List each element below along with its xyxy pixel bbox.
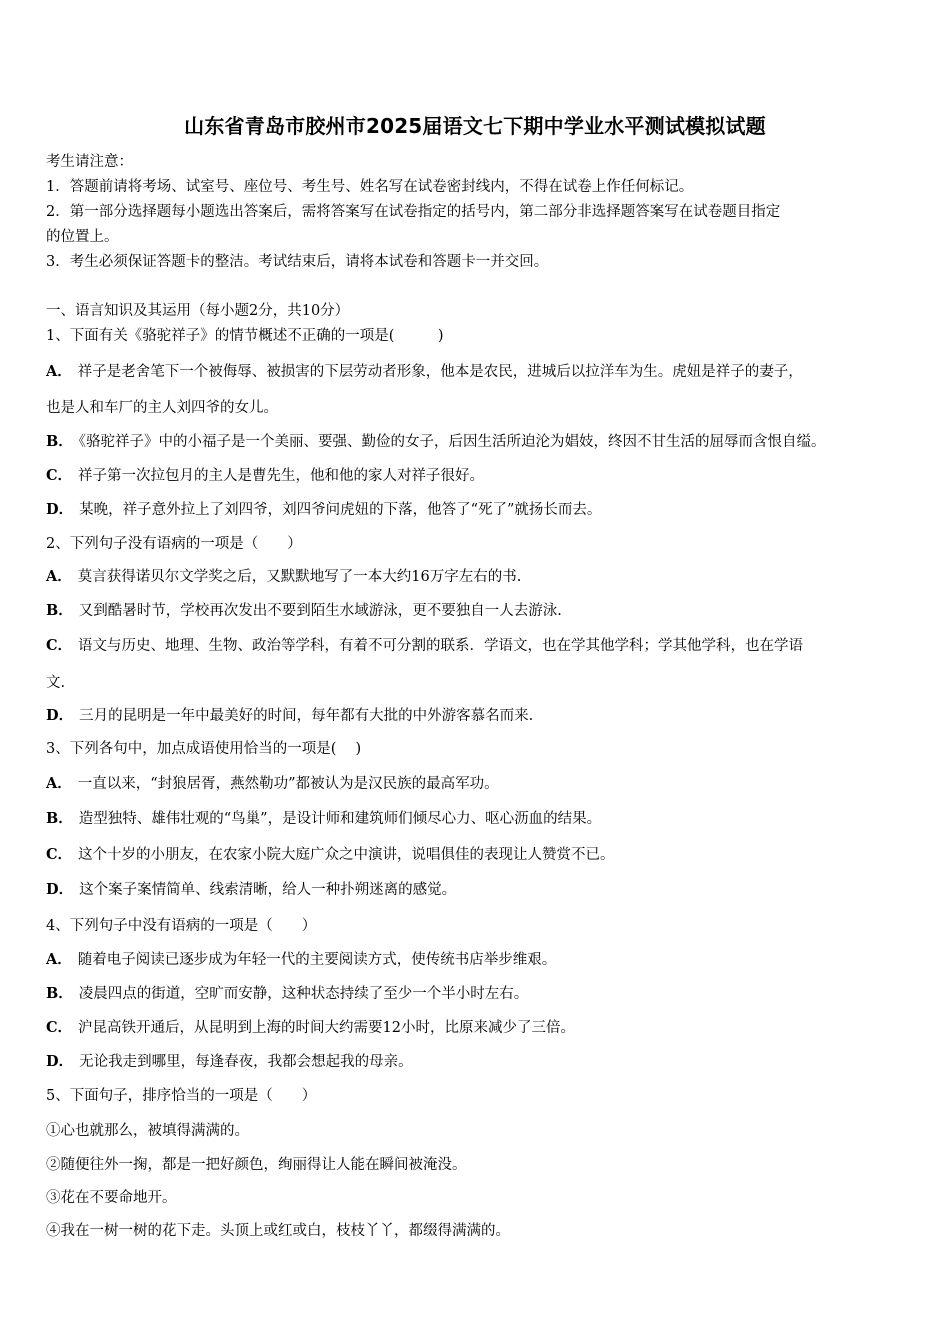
option-label: B． — [46, 602, 73, 619]
option-label: D． — [46, 501, 74, 518]
notice-heading: 考生请注意： — [46, 154, 133, 170]
question-3-option-b — [46, 809, 601, 829]
question-5-stem: 5、下面句子，排序恰当的一项是（ ） — [46, 1088, 317, 1104]
option-label: A． — [46, 775, 72, 792]
question-5-sentence-3: ③花在不要命地开。 — [46, 1190, 177, 1206]
question-1-option-b — [46, 432, 826, 452]
option-text: 《骆驼祥子》中的小福子是一个美丽、要强、勤俭的女子，后因生活所迫沦为娼妓，终因不甘生活的屈辱而含恨自缢。 — [78, 434, 826, 450]
option-label: C． — [46, 467, 73, 484]
question-3-stem: 3、下列各句中，加点成语使用恰当的一项是( ) — [46, 741, 362, 757]
notice-item-1: 1．答题前请将考场、试室号、座位号、考生号、姓名写在试卷密封线内，不得在试卷上作任何标记。 — [46, 179, 694, 195]
option-label: D． — [46, 881, 74, 898]
option-text: 沪昆高铁开通后，从昆明到上海的时间大约需要12小时，比原来减少了三倍。 — [78, 1020, 575, 1036]
question-4-option-d — [46, 1052, 413, 1072]
option-text: 祥子是老舍笔下一个被侮辱、被损害的下层劳动者形象，他本是农民，进城后以拉洋车为生。虎妞是祥子的妻子， — [77, 364, 803, 380]
question-1-option-c — [46, 466, 484, 486]
notice-item-2-cont: 的位置上。 — [46, 229, 119, 245]
option-label: D． — [46, 707, 74, 724]
option-text: 某晚，祥子意外拉上了刘四爷，刘四爷问虎妞的下落，他答了“死了”就扬长而去。 — [79, 502, 602, 518]
question-4-option-a — [46, 950, 556, 970]
option-text: 莫言获得诺贝尔文学奖之后，又默默地写了一本大约16万字左右的书. — [77, 569, 522, 585]
option-text: 三月的昆明是一年中最美好的时间，每年都有大批的中外游客慕名而来. — [79, 708, 534, 724]
option-label: D． — [46, 1053, 74, 1070]
question-2-option-d — [46, 706, 533, 726]
question-4-option-c — [46, 1018, 575, 1038]
question-4-stem: 4、下列句子中没有语病的一项是（ ） — [46, 918, 317, 934]
option-text: 语文与历史、地理、生物、政治等学科，有着不可分割的联系．学语文，也在学其他学科；学其他学科，也在学语 — [78, 638, 804, 654]
question-3-option-a — [46, 774, 499, 794]
option-text: 无论我走到哪里，每逢春夜，我都会想起我的母亲。 — [79, 1054, 413, 1070]
question-5-sentence-1: ①心也就那么，被填得满满的。 — [46, 1123, 249, 1139]
question-1-option-d — [46, 500, 601, 520]
question-3-option-c — [46, 845, 615, 865]
notice-item-3: 3．考生必须保证答题卡的整洁。考试结束后，请将本试卷和答题卡一并交回。 — [46, 254, 549, 270]
question-2-option-c — [46, 636, 803, 656]
question-3-option-d — [46, 880, 456, 900]
option-text: 又到酷暑时节，学校再次发出不要到陌生水域游泳，更不要独自一人去游泳. — [78, 603, 562, 619]
option-text: 造型独特、雄伟壮观的“鸟巢”，是设计师和建筑师们倾尽心力、呕心沥血的结果。 — [78, 811, 602, 827]
option-text: 祥子第一次拉包月的主人是曹先生，他和他的家人对祥子很好。 — [78, 468, 485, 484]
question-2-option-c-cont: 文. — [46, 675, 66, 691]
page-title: 山东省青岛市胶州市2025届语文七下期中学业水平测试模拟试题 — [184, 114, 766, 138]
option-label: A． — [46, 363, 72, 380]
option-label: A． — [46, 951, 72, 968]
question-2-option-b — [46, 601, 562, 621]
option-text: 一直以来，“封狼居胥，燕然勒功”都被认为是汉民族的最高军功。 — [77, 776, 499, 792]
question-2-stem: 2、下列句子没有语病的一项是（ ） — [46, 536, 302, 552]
option-text: 这个十岁的小朋友，在农家小院大庭广众之中演讲，说唱俱佳的表现让人赞赏不已。 — [78, 847, 615, 863]
option-label: C． — [46, 1019, 73, 1036]
option-label: C． — [46, 846, 73, 863]
option-label: B． — [46, 810, 73, 827]
notice-item-2: 2．第一部分选择题每小题选出答案后，需将答案写在试卷指定的括号内，第二部分非选择题答案写在试卷题目指定 — [46, 204, 781, 220]
question-2-option-a — [46, 567, 521, 587]
question-1-stem: 1、下面有关《骆驼祥子》的情节概述不正确的一项是( ) — [46, 328, 444, 344]
question-1-option-a-cont: 也是人和车厂的主人刘四爷的女儿。 — [46, 400, 278, 416]
question-1-option-a — [46, 362, 803, 382]
question-5-sentence-2: ②随便往外一掬，都是一把好颜色，绚丽得让人能在瞬间被淹没。 — [46, 1157, 467, 1173]
option-label: B． — [46, 985, 73, 1002]
question-4-option-b — [46, 984, 528, 1004]
section-heading: 一、语言知识及其运用（每小题2分，共10分） — [46, 303, 350, 319]
option-label: A． — [46, 568, 72, 585]
option-text: 凌晨四点的街道，空旷而安静，这种状态持续了至少一个半小时左右。 — [78, 986, 529, 1002]
question-5-sentence-4: ④我在一树一树的花下走。头顶上或红或白，枝枝丫丫，都缀得满满的。 — [46, 1223, 510, 1239]
option-text: 随着电子阅读已逐步成为年轻一代的主要阅读方式，使传统书店举步维艰。 — [77, 952, 557, 968]
option-text: 这个案子案情简单、线索清晰，给人一种扑朔迷离的感觉。 — [79, 882, 457, 898]
option-label: B． — [46, 433, 73, 450]
option-label: C． — [46, 637, 73, 654]
